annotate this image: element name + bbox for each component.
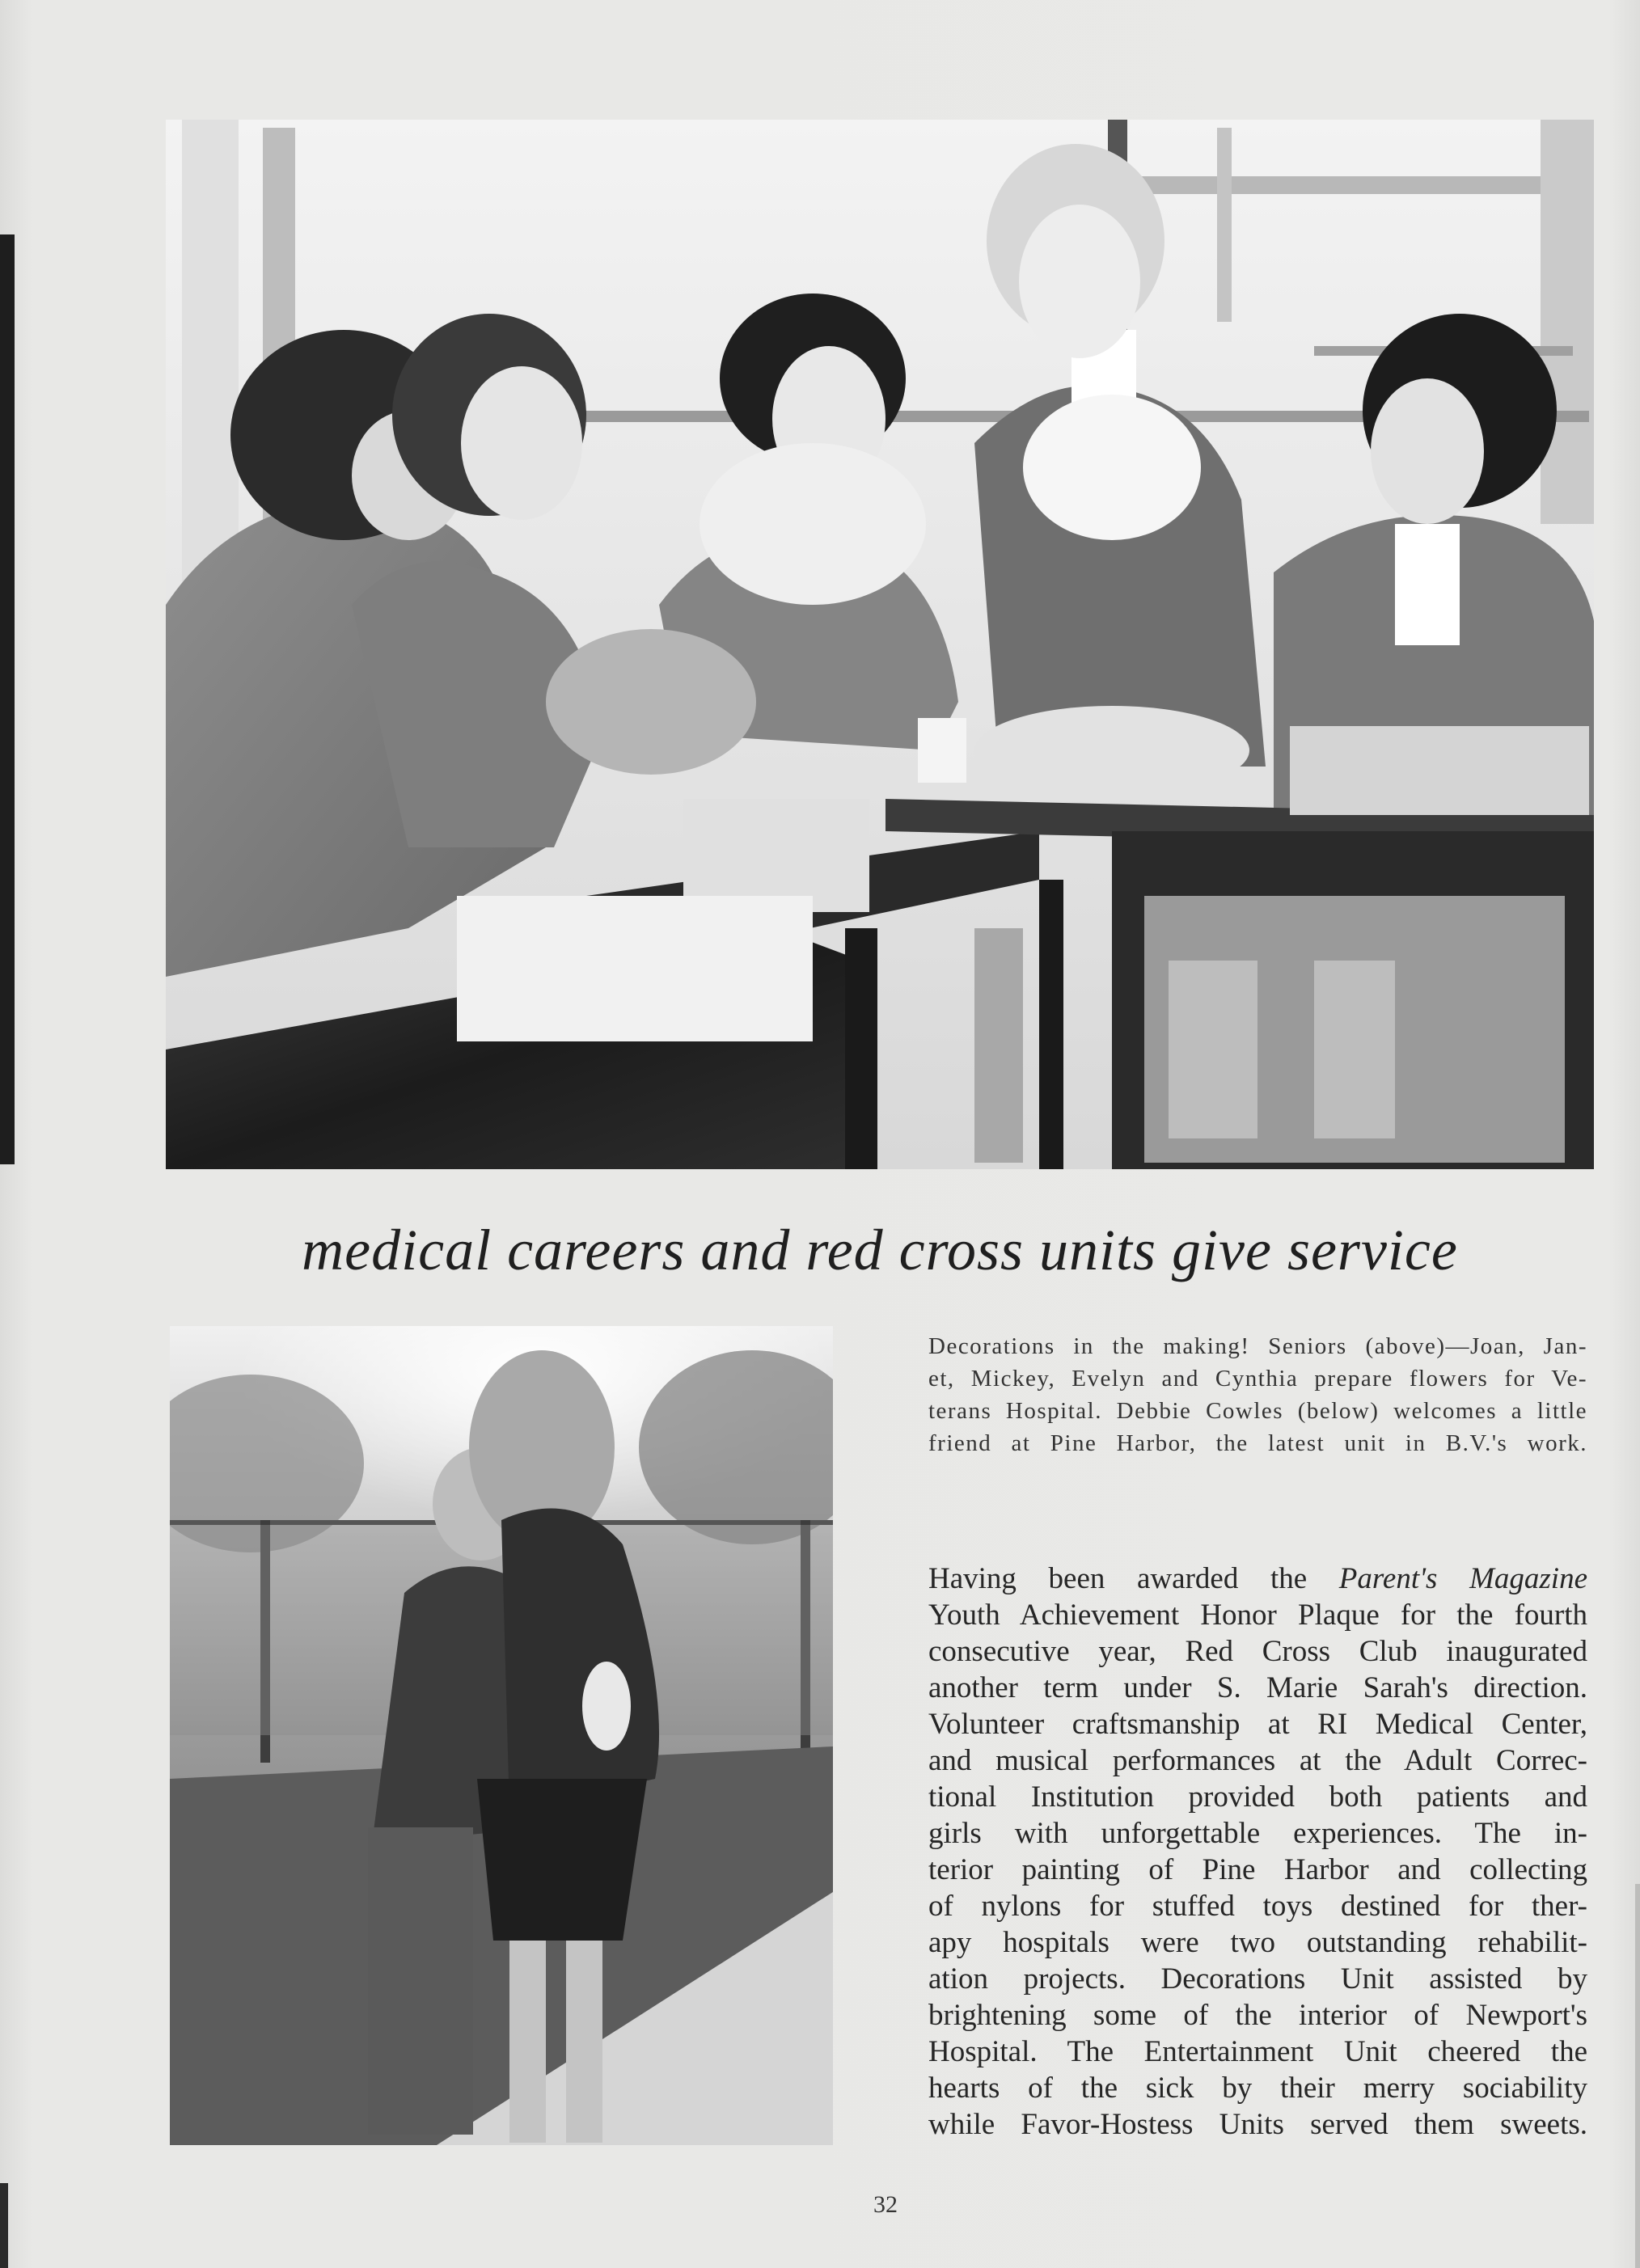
caption-line: Decorations in the making! Seniors (above)—Joan, Jan- xyxy=(928,1333,1587,1359)
body-line: ation projects. Decorations Unit assisted by xyxy=(928,1962,1587,1996)
body-line: Youth Achievement Honor Plaque for the fourth xyxy=(928,1599,1587,1632)
facing-page-edge xyxy=(0,234,15,1164)
body-line: while Favor-Hostess Units served them sweets. xyxy=(928,2108,1587,2141)
facing-page-edge-lower xyxy=(0,2183,8,2268)
body-line: Volunteer craftsmanship at RI Medical Center, xyxy=(928,1708,1587,1741)
body-line: apy hospitals were two outstanding rehabilit- xyxy=(928,1926,1587,1959)
body-line: and musical performances at the Adult Correc- xyxy=(928,1744,1587,1777)
body-line: girls with unforgettable experiences. The in- xyxy=(928,1817,1587,1850)
body-line: tional Institution provided both patients and xyxy=(928,1780,1587,1814)
caption-line: terans Hospital. Debbie Cowles (below) welcomes a little xyxy=(928,1398,1587,1424)
photo-students-making-decorations xyxy=(166,120,1594,1169)
article-body xyxy=(928,1561,1587,2143)
playground-photo-illustration xyxy=(170,1326,833,2145)
page-edge-shadow xyxy=(1635,1884,1640,2268)
body-line: hearts of the sick by their merry sociability xyxy=(928,2072,1587,2105)
students-photo-illustration xyxy=(166,120,1594,1169)
photo-caption xyxy=(928,1330,1587,1459)
body-line: another term under S. Marie Sarah's direction. xyxy=(928,1671,1587,1704)
body-line: brightening some of the interior of Newport's xyxy=(928,1999,1587,2032)
body-line-lead: Having been awarded the xyxy=(928,1562,1339,1595)
page-headline: medical careers and red cross units give service xyxy=(302,1218,1458,1282)
caption-line: friend at Pine Harbor, the latest unit in B.V.'s work. xyxy=(928,1430,1587,1456)
page-number: 32 xyxy=(873,2191,898,2218)
magazine-title: Parent's Magazine xyxy=(1338,1562,1587,1595)
photo-girl-hugging-child xyxy=(170,1326,833,2145)
body-line: consecutive year, Red Cross Club inaugurated xyxy=(928,1635,1587,1668)
body-line: Hospital. The Entertainment Unit cheered the xyxy=(928,2035,1587,2068)
caption-line: et, Mickey, Evelyn and Cynthia prepare flowers for Ve- xyxy=(928,1366,1587,1392)
body-line xyxy=(928,1561,1587,1597)
body-line: of nylons for stuffed toys destined for ther- xyxy=(928,1890,1587,1923)
body-line: terior painting of Pine Harbor and collecting xyxy=(928,1853,1587,1886)
